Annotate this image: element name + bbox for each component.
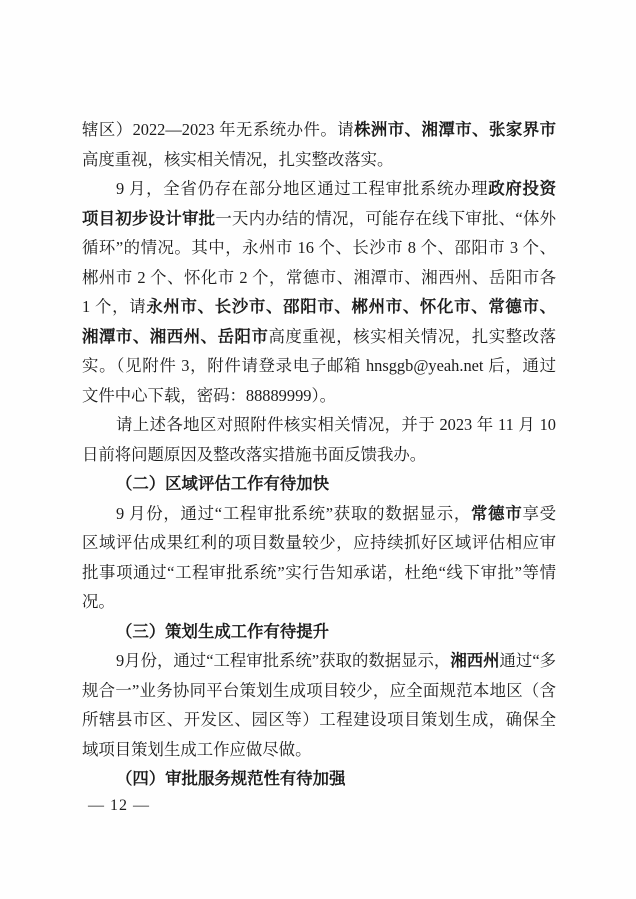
text-run: 郴州市 2 个、怀化市 2 个，常德市、湘潭市、湘西州、岳阳市各 — [82, 267, 556, 287]
text-run: 通过“多 — [499, 651, 556, 670]
text-run: 文件中心下载，密码：88889999）。 — [82, 385, 337, 405]
paragraph — [82, 646, 556, 764]
text-line — [82, 263, 556, 293]
text-line — [82, 528, 556, 558]
text-line — [82, 233, 556, 263]
section-heading — [82, 764, 556, 794]
paragraph — [82, 410, 556, 469]
text-run: 域项目策划生成工作应做尽做。 — [82, 739, 312, 759]
emphasized-text: 政府投资 — [488, 179, 556, 198]
text-run: 辖区）2022—2023 年无系统办件。请 — [82, 120, 355, 139]
text-line — [82, 558, 556, 588]
text-line — [82, 735, 556, 765]
section-heading — [82, 469, 556, 499]
section-heading — [82, 617, 556, 647]
document-body — [82, 115, 556, 794]
text-run: 9 月份，通过“工程审批系统”获取的数据显示， — [116, 503, 472, 523]
text-line — [82, 469, 556, 499]
text-line — [82, 204, 556, 234]
emphasized-text: 湘西州 — [450, 651, 500, 670]
text-line — [82, 764, 556, 794]
text-run: 况。 — [82, 592, 115, 611]
emphasized-text: 项目初步设计审批 — [82, 208, 216, 228]
text-run: 高度重视，核实相关情况，扎实整改落 — [268, 326, 557, 346]
text-line — [82, 351, 556, 381]
text-run: 高度重视，核实相关情况，扎实整改落实。 — [82, 149, 394, 169]
text-line — [82, 705, 556, 735]
text-line — [82, 440, 556, 470]
text-run: 实。（见附件 3，附件请登录电子邮箱 hnsggb@yeah.net 后，通过 — [82, 356, 556, 375]
text-run: 所辖县市区、开发区、园区等）工程建设项目策划生成，确保全 — [82, 710, 556, 729]
text-line — [82, 381, 556, 411]
emphasized-text: （三）策划生成工作有待提升 — [116, 621, 330, 641]
text-line — [82, 676, 556, 706]
page-number: — 12 — — [88, 797, 150, 814]
emphasized-text: （二）区域评估工作有待加快 — [116, 474, 330, 493]
text-line — [82, 145, 556, 175]
emphasized-text: 湘潭市、湘西州、岳阳市 — [82, 326, 269, 346]
emphasized-text: （四）审批服务规范性有待加强 — [116, 769, 346, 788]
text-run: 请上述各地区对照附件核实相关情况，并于 2023 年 11 月 10 — [116, 415, 556, 434]
text-run: 区域评估成果红利的项目数量较少，应持续抓好区域评估相应审 — [82, 533, 556, 552]
text-line — [82, 410, 556, 440]
text-line — [82, 292, 556, 322]
paragraph — [82, 174, 556, 410]
text-line — [82, 115, 556, 145]
text-line — [82, 646, 556, 676]
text-run: 9月份，通过“工程审批系统”获取的数据显示， — [116, 651, 451, 670]
paragraph — [82, 115, 556, 174]
text-line — [82, 499, 556, 529]
text-run: 享受 — [522, 503, 557, 523]
text-run: 批事项通过“工程审批系统”实行告知承诺，杜绝“线下审批”等情 — [82, 562, 556, 582]
text-run: 一天内办结的情况，可能存在线下审批、“体外 — [215, 208, 557, 228]
text-run: 日前将问题原因及整改落实措施书面反馈我办。 — [82, 444, 427, 464]
text-line — [82, 322, 556, 352]
emphasized-text: 永州市、长沙市、邵阳市、郴州市、怀化市、常德市、 — [146, 297, 557, 316]
text-run: 循环”的情况。其中，永州市 16 个、长沙市 8 个、邵阳市 3 个、 — [82, 238, 556, 257]
emphasized-text: 株洲市、湘潭市、张家界市 — [354, 120, 556, 139]
text-line — [82, 587, 556, 617]
text-run: 规合一”业务协同平台策划生成项目较少，应全面规范本地区（含 — [82, 680, 556, 700]
paragraph — [82, 499, 556, 617]
text-run: 1 个，请 — [82, 297, 147, 316]
text-line — [82, 174, 556, 204]
text-run: 9 月，全省仍存在部分地区通过工程审批系统办理 — [116, 179, 489, 198]
text-line — [82, 617, 556, 647]
emphasized-text: 常德市 — [471, 503, 523, 523]
